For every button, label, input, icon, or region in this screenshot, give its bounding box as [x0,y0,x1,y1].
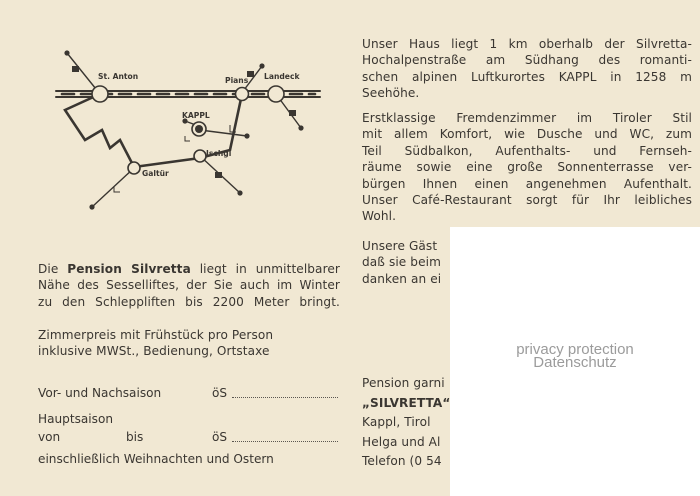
description-paragraph-1 [362,36,692,102]
description-paragraph-3 [362,238,441,287]
season1-currency: öS [212,386,228,400]
map-label-galtur: Galtür [142,169,169,178]
contact-line: Helga und Al [362,434,441,449]
season2-from: von [38,430,61,444]
text-line: Hochalpenstraße am Südhang des romanti- [362,53,692,68]
map-label-landeck: Landeck [264,72,300,81]
contact-phone: Telefon (0 54 [362,454,442,468]
privacy-line-1: privacy protection [516,341,634,358]
season2-price-line [232,441,338,442]
privacy-line-2: Datenschutz [533,354,617,371]
text-line: mit allem Komfort, wie Dusche und WC, zum [362,127,692,142]
season2-currency: öS [212,430,228,444]
text-line: zu den Schleppliften bis 2200 Meter bringt. [38,294,340,309]
description-paragraph-2 [362,110,692,225]
route-map [40,40,340,220]
contact-name: „SILVRETTA“ [362,395,451,410]
text-line: Nähe des Sesselliftes, der Sie auch im Winter [38,278,340,293]
map-label-ischgl: Ischgl [206,149,232,158]
text-line: Zimmerpreis mit Frühstück pro Person [38,328,274,342]
map-label-pians: Pians [225,76,249,85]
season-note: einschließlich Weihnachten und Ostern [38,452,274,466]
text-line: inklusive MWSt., Bedienung, Ortstaxe [38,344,270,359]
text-line: Wohl. [362,209,397,224]
privacy-text [450,343,700,369]
route-map-drawing [40,40,340,220]
text-line: Unsere Gäst [362,239,438,253]
text-line: Seehöhe. [362,86,420,101]
text-line: Erstklassige Fremdenzimmer im Tiroler Stil [362,111,692,125]
text-line: räume sowie eine große Sonnenterrasse ver- [362,160,692,175]
text-line: schen alpinen Luftkurortes KAPPL in 1258 m [362,69,692,84]
season2-to: bis [126,430,144,444]
season2-label: Hauptsaison [38,412,114,426]
contact-line: Kappl, Tirol [362,415,431,429]
text-line [38,261,340,277]
text-intro: Die [38,262,68,276]
text-line: daß sie beim [362,255,441,270]
text-rest: liegt in unmittelbarer [190,262,340,276]
season1-price-line [232,397,338,398]
text-line: Unser Café-Restaurant sorgt für Ihr leibliches [362,193,692,208]
privacy-overlay [450,227,700,496]
pension-name: Pension Silvretta [67,262,191,276]
text-line: bürgen Ihnen einen angenehmen Aufenthalt. [362,176,692,191]
map-label-st-anton: St. Anton [98,72,139,81]
contact-line: Pension garni [362,376,445,390]
contact-block [362,374,450,472]
text-line: danken an ei [362,271,442,286]
price-info [38,327,340,360]
location-paragraph [38,261,340,310]
season1-label: Vor- und Nachsaison [38,386,162,400]
map-label-kappl: KAPPL [182,111,210,120]
text-line: Unser Haus liegt 1 km oberhalb der Silvretta- [362,37,692,51]
text-line: Teil Südbalkon, Aufenthalts- und Fernseh- [362,143,692,158]
